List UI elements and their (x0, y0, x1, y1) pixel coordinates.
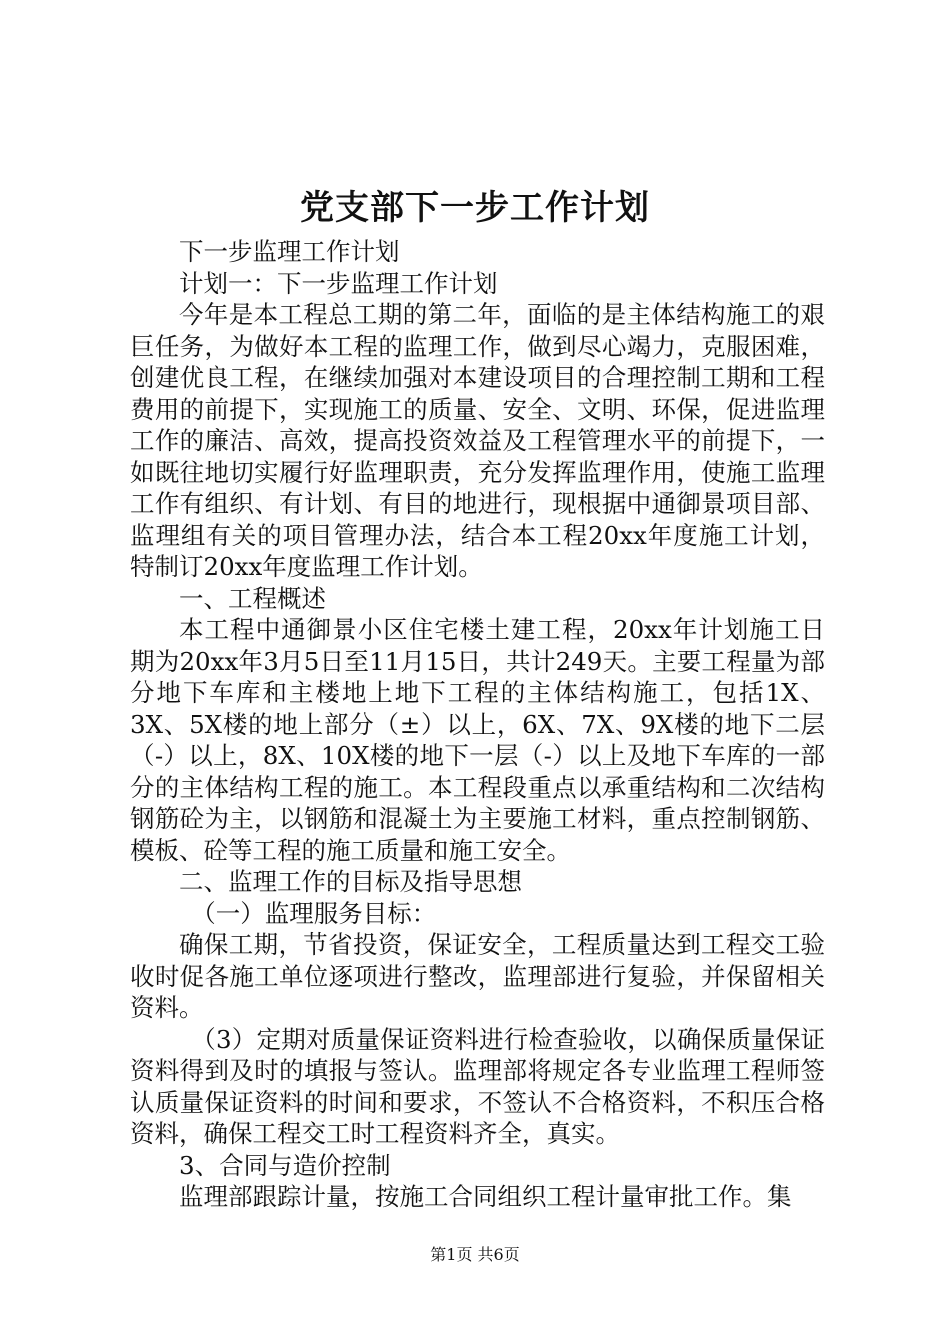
section-heading-goals: 二、监理工作的目标及指导思想 (179, 867, 522, 896)
paragraph-plan-one-heading: 计划一：下一步监理工作计划 (179, 268, 498, 298)
document-title: 党支部下一步工作计划 (300, 188, 650, 228)
paragraph-subtitle: 下一步监理工作计划 (179, 237, 400, 266)
document-body (130, 236, 825, 1213)
paragraph-item-3: （3）定期对质量保证资料进行检查验收，以确保质量保证资料得到及时的填报与签认。监理部将规定各专业监理工程师签认质量保证资料的时间和要求，不签认不合格资料，不积压合格资料，确保工程交工时工程资料齐全，真实。 (130, 1024, 825, 1148)
subsection-heading-service-goals: （一）监理服务目标： (191, 898, 437, 928)
paragraph-overview: 本工程中通御景小区住宅楼土建工程，20xx年计划施工日期为20xx年3月5日至11月15日，共计249天。主要工程量为部分地下车库和主楼地上地下工程的主体结构施工，包括1X、3X、5X楼的地上部分（±）以上，6X、7X、9X楼的地下二层（-）以上，8X、10X楼的地下一层（-）以上及地下车库的一部分的主体结构工程的施工。本工程段重点以承重结构和二次结构钢筋砼为主，以钢筋和混凝土为主要施工材料，重点控制钢筋、模板、砼等工程的施工质量和施工安全。 (130, 615, 825, 865)
paragraph-intro: 今年是本工程总工期的第二年，面临的是主体结构施工的艰巨任务，为做好本工程的监理工作，做到尽心竭力，克服困难，创建优良工程，在继续加强对本建设项目的合理控制工期和工程费用的前提下，实现施工的质量、安全、文明、环保，促进监理工作的廉洁、高效，提高投资效益及工程管理水平的前提下，一如既往地切实履行好监理职责，充分发挥监理作用，使施工监理工作有组织、有计划、有目的地进行，现根据中通御景项目部、监理组有关的项目管理办法，结合本工程20xx年度施工计划，特制订20xx年度监理工作计划。 (130, 300, 825, 581)
paragraph-contract-cost: 监理部跟踪计量，按施工合同组织工程计量审批工作。集 (179, 1182, 792, 1211)
section-heading-contract-cost: 3、合同与造价控制 (179, 1150, 391, 1180)
section-heading-overview: 一、工程概述 (179, 583, 326, 613)
page-footer: 第1页 共6页 (430, 1245, 520, 1264)
paragraph-service-goals: 确保工期，节省投资，保证安全，工程质量达到工程交工验收时促各施工单位逐项进行整改，监理部进行复验，并保留相关资料。 (130, 930, 825, 1022)
